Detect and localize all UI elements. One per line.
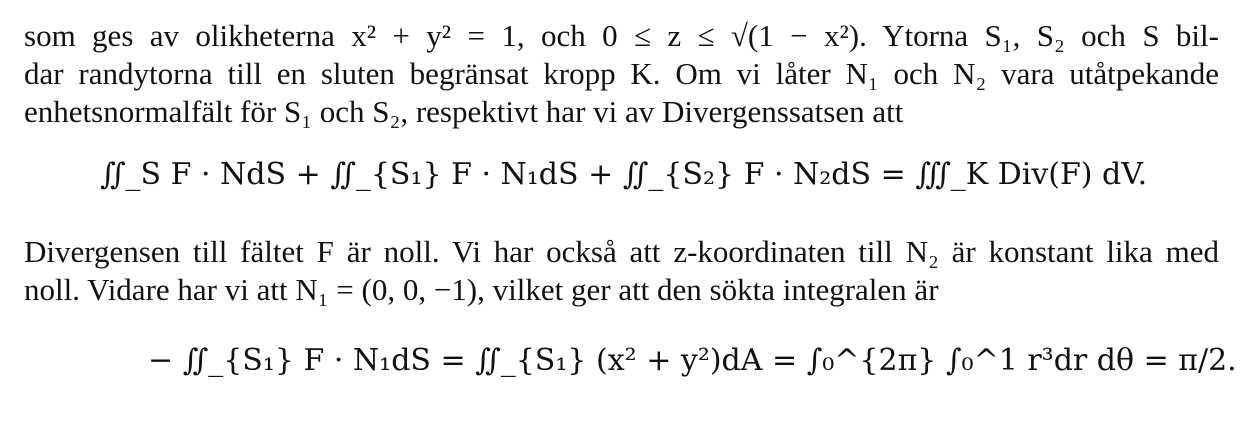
paragraph-2-line-1: Divergensen till fältet F är noll. Vi har också att z-koordinaten till N₂ är konstant lika med	[24, 234, 1219, 269]
divergence-theorem-equation: ∬_S F · NdS + ∬_{S₁} F · N₁dS + ∬_{S₂} F · N₂dS = ∭_K Div(F) dV.	[100, 157, 1148, 192]
paragraph-1-line-3: enhetsnormalfält för S₁ och S₂, respektivt har vi av Divergenssatsen att	[24, 94, 904, 129]
paragraph-2-line-2: noll. Vidare har vi att N₁ = (0, 0, −1), vilket ger att den sökta integralen är	[24, 272, 939, 307]
paragraph-1-line-2: dar randytorna till en sluten begränsat kropp K. Om vi låter N₁ och N₂ vara utåtpekande	[24, 56, 1219, 91]
integral-result-equation: − ∬_{S₁} F · N₁dS = ∬_{S₁} (x² + y²)dA = ∫₀^{2π} ∫₀^1 r³dr dθ = π/2.	[148, 343, 1237, 378]
paragraph-1-line-1: som ges av olikheterna x² + y² = 1, och 0 ≤ z ≤ √(1 − x²). Ytorna S₁, S₂ och S bil-	[24, 18, 1219, 53]
